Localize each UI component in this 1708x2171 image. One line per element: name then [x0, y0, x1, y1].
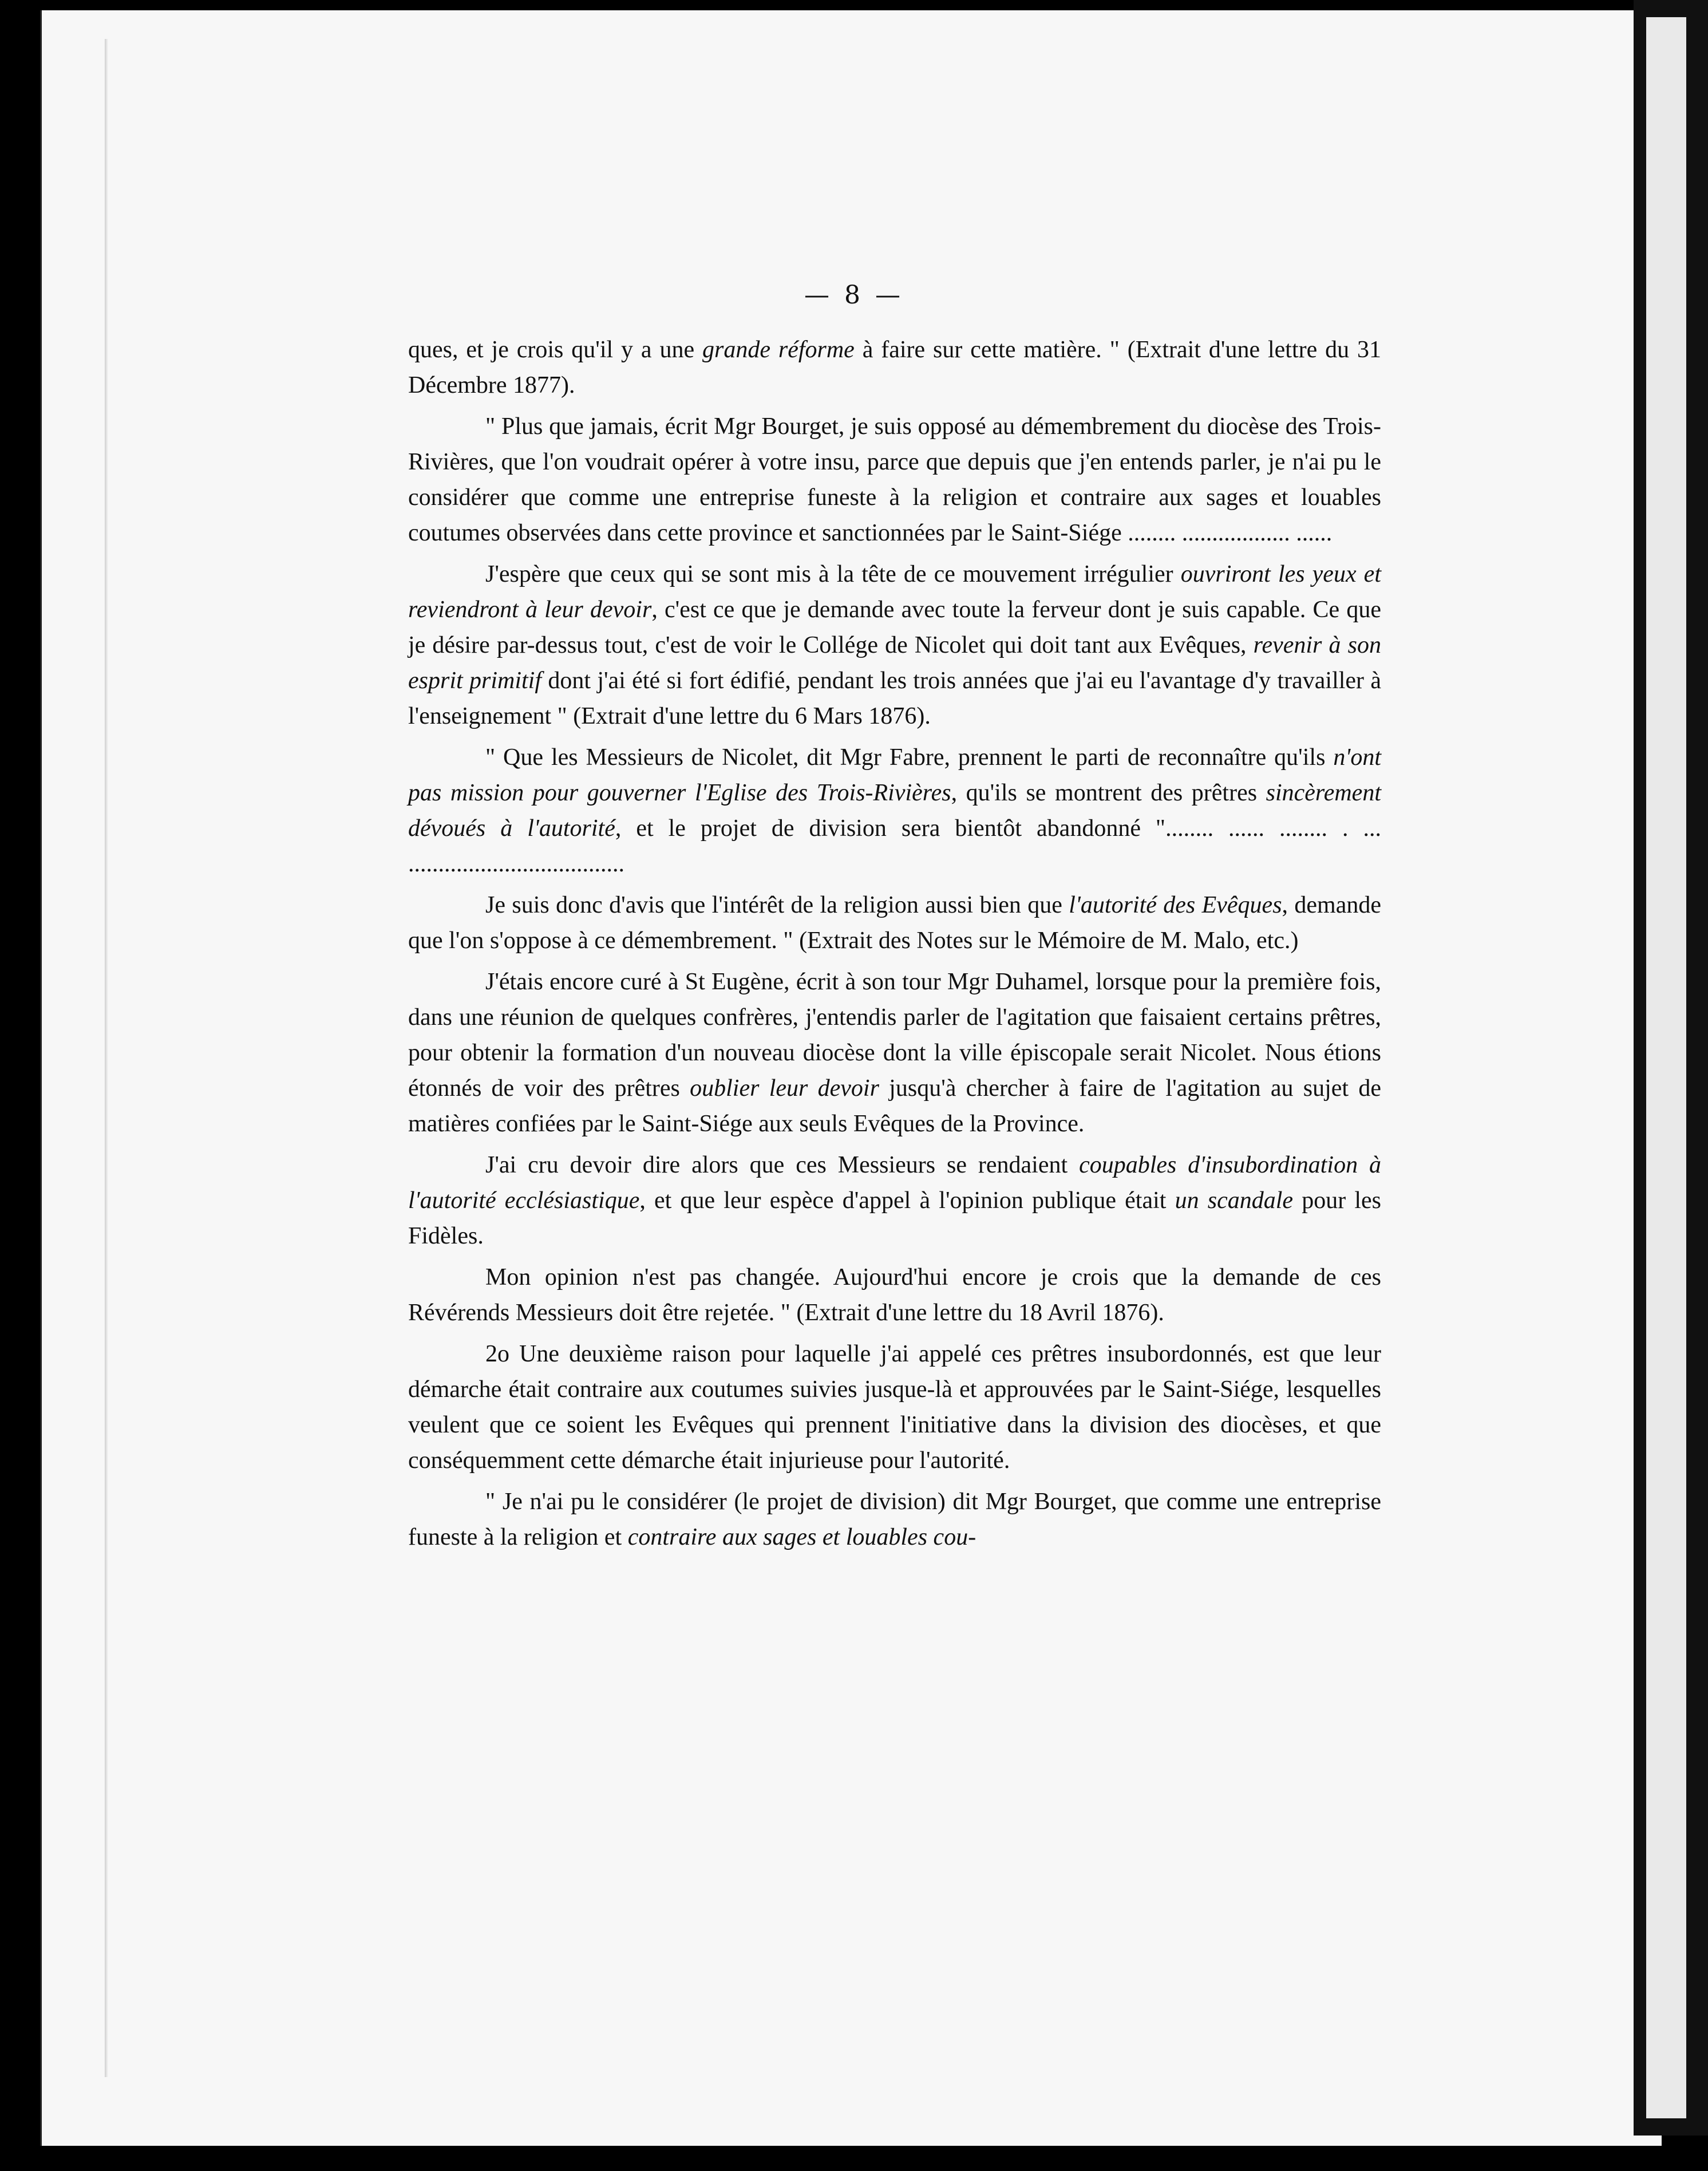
italic-phrase: n'ont pas mission pour gouverner l'Eglise des Trois-Rivières: [408, 744, 1381, 806]
text-run: dont j'ai été si fort édifié, pendant les trois années que j'ai eu l'avantage d'y travailler à l'enseignement " (Extrait d'une lettre du 6 Mars 1876).: [408, 668, 1381, 729]
italic-phrase: un scandale: [1175, 1187, 1294, 1214]
text-run: J'étais encore curé à St Eugène, écrit à son tour Mgr Duhamel, lorsque pour la première fois, dans une réunion de quelques confrères, j'entendis parler de l'agitation que faisaient certains prêtres, pour obtenir la formation d'un nouveau diocèse dont la ville épiscopale serait Nicolet. Nous étions étonnés de voir des prêtres: [408, 969, 1381, 1102]
text-run: , demande que l'on s'oppose à ce démembrement. " (Extrait des Notes sur le Mémoire de M. Malo, etc.): [408, 892, 1382, 954]
italic-phrase: grande réforme: [702, 337, 855, 363]
text-run: , qu'ils se montrent des prêtres: [951, 780, 1266, 806]
paragraph-p4: [408, 740, 1381, 882]
paragraph-p10: [408, 1484, 1381, 1555]
italic-phrase: ouvriront les yeux et reviendront à leur devoir: [408, 561, 1381, 623]
text-run: " Que les Messieurs de Nicolet, dit Mgr Fabre, prennent le parti de reconnaître qu'ils: [485, 744, 1334, 771]
paragraph-p3: [408, 556, 1381, 734]
paragraph-p7: [408, 1147, 1381, 1254]
italic-phrase: revenir à son esprit primitif: [408, 632, 1381, 694]
paragraph-p1: [408, 332, 1381, 403]
text-run: pour les Fidèles.: [408, 1187, 1381, 1249]
text-run: " Plus que jamais, écrit Mgr Bourget, je suis opposé au démembrement du diocèse des Trois-Rivières, que l'on voudrait opérer à votre insu, parce que depuis que j'en entends parler, je n'ai pu le considérer que comme une entreprise funeste à la religion et contraire aux sages et louables coutumes observées dans cette province et sanctionnées par le Saint-Siége ........ .................. ......: [408, 413, 1381, 546]
paragraph-p9: [408, 1336, 1381, 1478]
text-run: Je suis donc d'avis que l'intérêt de la religion aussi bien que: [485, 892, 1069, 918]
text-run: 2o Une deuxième raison pour laquelle j'ai appelé ces prêtres insubordonnés, est que leur démarche était contraire aux coutumes suivies jusque-là et approuvées par le Saint-Siége, lesquelles veulent que ce soient les Evêques qui prennent l'initiative dans la division des diocèses, et que conséquemment cette démarche était injurieuse pour l'autorité.: [408, 1341, 1381, 1474]
italic-phrase: sincèrement dévoués à l'autorité: [408, 780, 1381, 842]
italic-phrase: coupables d'insubordination à l'autorité ecclésiastique: [408, 1152, 1381, 1214]
italic-phrase: l'autorité des Evêques: [1069, 892, 1282, 918]
text-run: J'espère que ceux qui se sont mis à la tête de ce mouvement irrégulier: [485, 561, 1181, 587]
paragraph-p8: [408, 1260, 1381, 1331]
text-run: , c'est ce que je demande avec toute la ferveur dont je suis capable. Ce que je désire par-dessus tout, c'est de voir le Collége de Nicolet qui doit tant aux Evêques,: [408, 597, 1381, 658]
page-fold-shadow: [105, 39, 108, 2077]
text-run: Mon opinion n'est pas changée. Aujourd'hui encore je crois que la demande de ces Révérends Messieurs doit être rejetée. " (Extrait d'une lettre du 18 Avril 1876).: [408, 1264, 1381, 1326]
adjacent-page-paper: [1646, 17, 1686, 2118]
text-run: à faire sur cette matière. " (Extrait d'une lettre du 31 Décembre 1877).: [408, 337, 1381, 398]
text-run: , et le projet de division sera bientôt abandonné "........ ...... ........ . ... ....................................: [408, 815, 1381, 877]
text-run: " Je n'ai pu le considérer (le projet de division) dit Mgr Bourget, que comme une entreprise funeste à la religion et: [408, 1489, 1381, 1550]
text-run: jusqu'à chercher à faire de l'agitation au sujet de matières confiées par le Saint-Siége aux seuls Evêques de la Province.: [408, 1075, 1381, 1137]
body-text: [408, 332, 1381, 1561]
adjacent-page-edge: [1634, 0, 1708, 2136]
text-run: ques, et je crois qu'il y a une: [408, 337, 702, 363]
italic-phrase: oublier leur devoir: [690, 1075, 879, 1102]
text-run: , et que leur espèce d'appel à l'opinion publique était: [639, 1187, 1175, 1214]
paragraph-p5: [408, 887, 1381, 958]
paragraph-p6: [408, 964, 1381, 1142]
italic-phrase: contraire aux sages et louables cou-: [627, 1524, 976, 1550]
page-number: — 8 —: [804, 281, 904, 310]
text-run: J'ai cru devoir dire alors que ces Messieurs se rendaient: [485, 1152, 1080, 1178]
paragraph-p2: [408, 409, 1381, 551]
